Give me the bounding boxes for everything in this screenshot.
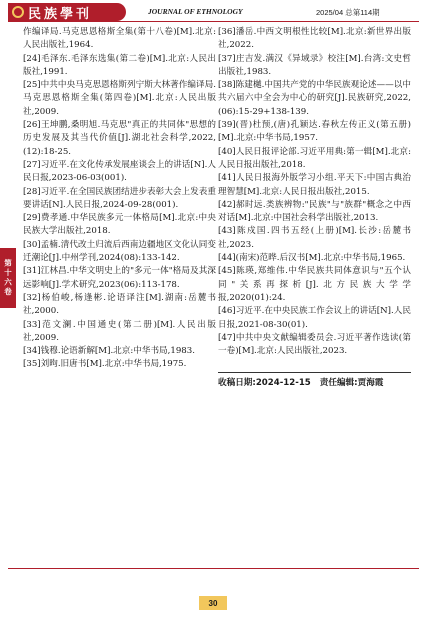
volume-side-tab: 第十六卷	[0, 248, 16, 308]
references-right-column	[218, 26, 411, 391]
issue-info: 2025/04 总第114期	[316, 8, 380, 17]
page-header	[0, 0, 427, 22]
reference-entry: [36]潘岳.中西文明根性比较[M].北京:新世界出版社,2022.	[218, 27, 411, 51]
reference-entry: [31]江林昌.中华文明史上的"多元一体"格局及其深远影响[J].学术研究,2023(06):113-178.	[23, 266, 216, 290]
header-divider	[8, 21, 419, 22]
meta-divider	[218, 372, 411, 373]
journal-title: JOURNAL OF ETHNOLOGY	[148, 7, 243, 16]
reference-entry: [33]范文澜.中国通史(第二册)[M].人民出版社,2009.	[23, 319, 216, 343]
reference-entry: [41]人民日报海外版学习小组.平天下:中国古典治理智慧[M].北京:人民日报出版社,2015.	[218, 173, 411, 197]
reference-entry: [24]毛泽东.毛泽东选集(第二卷)[M].北京:人民出版社,1991.	[23, 53, 216, 77]
reference-entry: [47]中共中央文献编辑委员会.习近平著作选读(第一卷)[M].北京:人民出版社,2023.	[218, 332, 411, 357]
journal-logo	[8, 3, 126, 21]
editor-label: 责任编辑:	[319, 378, 358, 389]
reference-entry: [28]习近平.在全国民族团结进步表彰大会上发表重要讲话[N].人民日报,2024-09-28(001).	[23, 186, 216, 210]
editor-name: 贾海霞	[357, 378, 384, 389]
page-number: 30	[199, 596, 227, 610]
reference-entry: [30]孟楠.清代改土归流后西南边疆地区文化认同变迁潮论[J].中州学刊,2024(08):133-142.	[23, 239, 216, 264]
reference-entry: [37]庄吉发.满汉《异域录》校注[M].台湾:文史哲出版社,1983.	[218, 53, 411, 77]
reference-entry: [38]陈建樾.中国共产党的中华民族观论述——以中共六届六中全会为中心的研究[J].民族研究,2022,(06):15-29+138-139.	[218, 80, 411, 117]
reference-entry: [32]杨伯峻,杨逢彬.论语译注[M].湖南:岳麓书社,2000.	[23, 292, 216, 317]
received-label: 收稿日期:	[218, 378, 256, 389]
emblem-icon	[12, 6, 24, 18]
reference-entry: [42]郝时远.类族辨物:"民族"与"族群"概念之中西对话[M].北京:中国社会科学出版社,2013.	[218, 199, 411, 224]
reference-entry: [29]费孝通.中华民族多元一体格局[M].北京:中央民族大学出版社,2018.	[23, 213, 216, 237]
logo-text: 民族學刊	[28, 6, 93, 22]
reference-entry: [26]王坤鹏,桑明旭.马克思"真正的共同体"思想的历史发展及其当代价值[J].湖北社会科学,2022,(12):18-25.	[23, 120, 216, 157]
reference-entry: [35]刘昫.旧唐书[M].北京:中华书局,1975.	[23, 359, 187, 370]
footer-divider	[8, 568, 419, 569]
article-meta	[218, 368, 411, 390]
received-date: 2024-12-15	[255, 378, 311, 389]
reference-entry: [43]陈戍国.四书五经(上册)[M].长沙:岳麓书社,2023.	[218, 226, 411, 250]
reference-entry: [25]中共中央马克思恩格斯列宁斯大林著作编译局.马克思恩格斯全集(第四卷)[M].北京:人民出版社,2009.	[23, 80, 216, 117]
reference-entry: 作编译局.马克思恩格斯全集(第十八卷)[M].北京:人民出版社,1964.	[23, 27, 216, 51]
references-left-column	[23, 26, 216, 372]
reference-entry: [39](晋)杜预,(唐)孔颖达.春秋左传正义(第五册)[M].北京:中华书局,1957.	[218, 120, 411, 144]
reference-entry: [44](南宋)范晔.后汉书[M].北京:中华书局,1965.	[218, 253, 406, 264]
reference-entry: [45]陈瑛,郑维伟.中华民族共同体意识与"五个认同"关系再探析[J].北方民族大学学报,2020(01):24.	[218, 266, 411, 303]
reference-entry: [27]习近平.在文化传承发展座谈会上的讲话[N].人民日报,2023-06-03(001).	[23, 159, 216, 184]
reference-entry: [34]钱穆.论语新解[M].北京:中华书局,1983.	[23, 346, 195, 357]
reference-entry: [46]习近平.在中央民族工作会议上的讲话[N].人民日报,2021-08-30(01).	[218, 306, 411, 330]
reference-entry: [40]人民日报评论部.习近平用典:第一辑[M].北京:人民日报出版社,2018.	[218, 146, 411, 170]
